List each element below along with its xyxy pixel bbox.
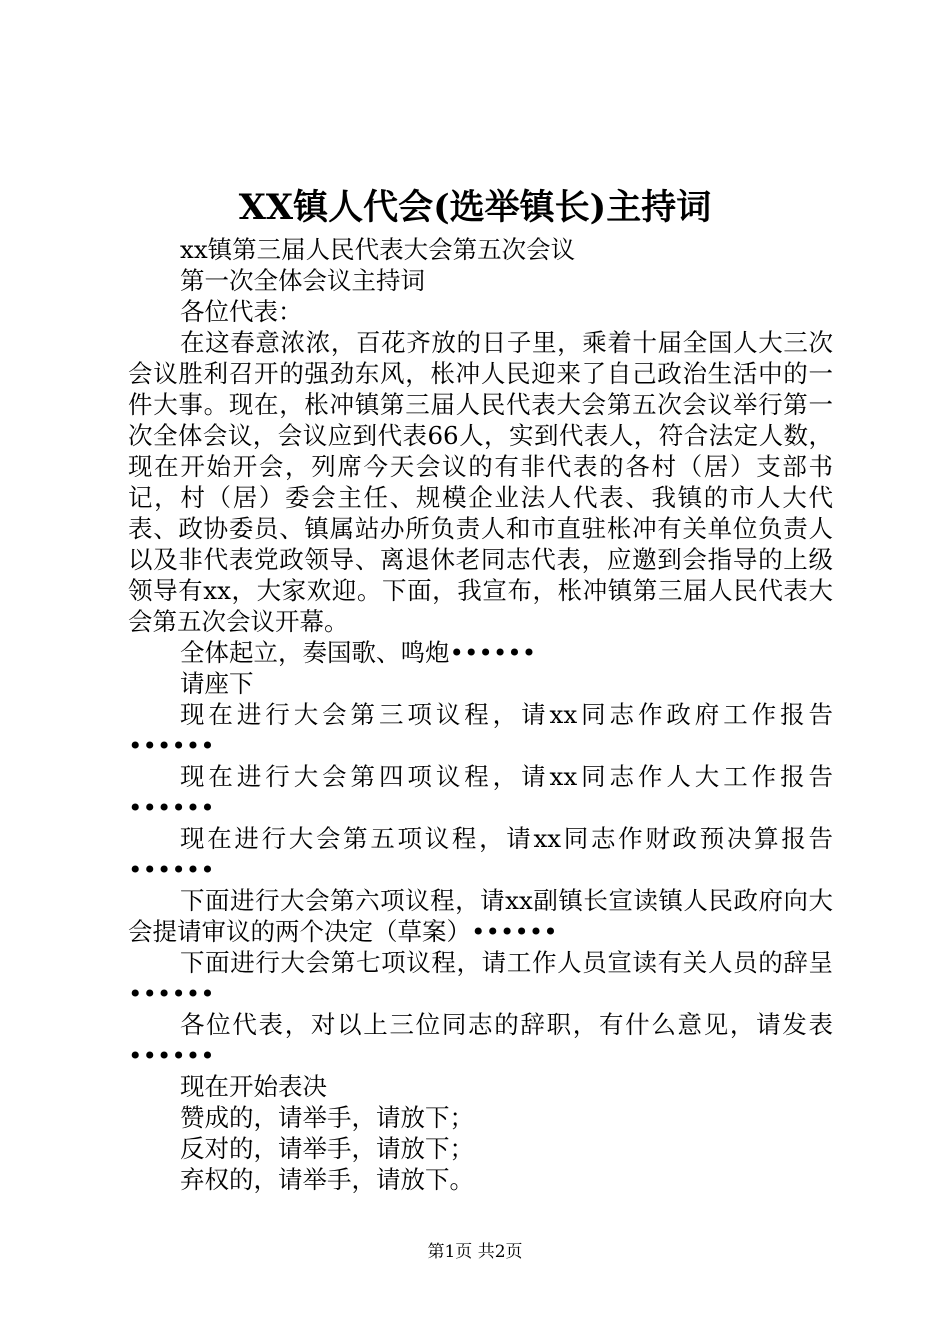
- paragraph-salutation: 各位代表：: [180, 297, 303, 326]
- page-footer: 第1页 共2页: [427, 1242, 523, 1262]
- paragraph-vote-no: 反对的，请举手，请放下；: [180, 1134, 474, 1163]
- paragraph-agenda-3: 现在进行大会第三项议程，请xx同志作政府工作报告••••••: [128, 700, 833, 760]
- document-body: [128, 234, 833, 1195]
- paragraph-agenda-4: 现在进行大会第四项议程，请xx同志作人大工作报告••••••: [128, 762, 833, 822]
- paragraph-session-name: xx镇第三届人民代表大会第五次会议: [180, 235, 576, 264]
- paragraph-resignation-comments: 各位代表，对以上三位同志的辞职，有什么意见，请发表••••••: [128, 1010, 833, 1070]
- paragraph-be-seated: 请座下: [180, 669, 254, 698]
- paragraph-anthem: 全体起立，奏国歌、鸣炮••••••: [180, 638, 537, 667]
- paragraph-vote-start: 现在开始表决: [180, 1072, 327, 1101]
- paragraph-agenda-6: 下面进行大会第六项议程，请xx副镇长宣读镇人民政府向大会提请审议的两个决定（草案）••••••: [128, 886, 833, 946]
- paragraph-vote-yes: 赞成的，请举手，请放下；: [180, 1103, 474, 1132]
- paragraph-agenda-5: 现在进行大会第五项议程，请xx同志作财政预决算报告••••••: [128, 824, 833, 884]
- paragraph-meeting-name: 第一次全体会议主持词: [180, 266, 425, 295]
- paragraph-agenda-7: 下面进行大会第七项议程，请工作人员宣读有关人员的辞呈••••••: [128, 948, 833, 1008]
- paragraph-opening-speech: 在这春意浓浓，百花齐放的日子里，乘着十届全国人大三次会议胜利召开的强劲东风，枨冲人民迎来了自己政治生活中的一件大事。现在，枨冲镇第三届人民代表大会第五次会议举行第一次全体会议，会议应到代表66人，实到代表人，符合法定人数，现在开始开会，列席今天会议的有非代表的各村（居）支部书记，村（居）委会主任、规模企业法人代表、我镇的市人大代表、政协委员、镇属站办所负责人和市直驻枨冲有关单位负责人以及非代表党政领导、离退休老同志代表，应邀到会指导的上级领导有xx，大家欢迎。下面，我宣布，枨冲镇第三届人民代表大会第五次会议开幕。: [128, 328, 833, 636]
- paragraph-vote-abstain: 弃权的，请举手，请放下。: [180, 1165, 474, 1194]
- document-title: XX镇人代会(选举镇长)主持词: [238, 187, 712, 228]
